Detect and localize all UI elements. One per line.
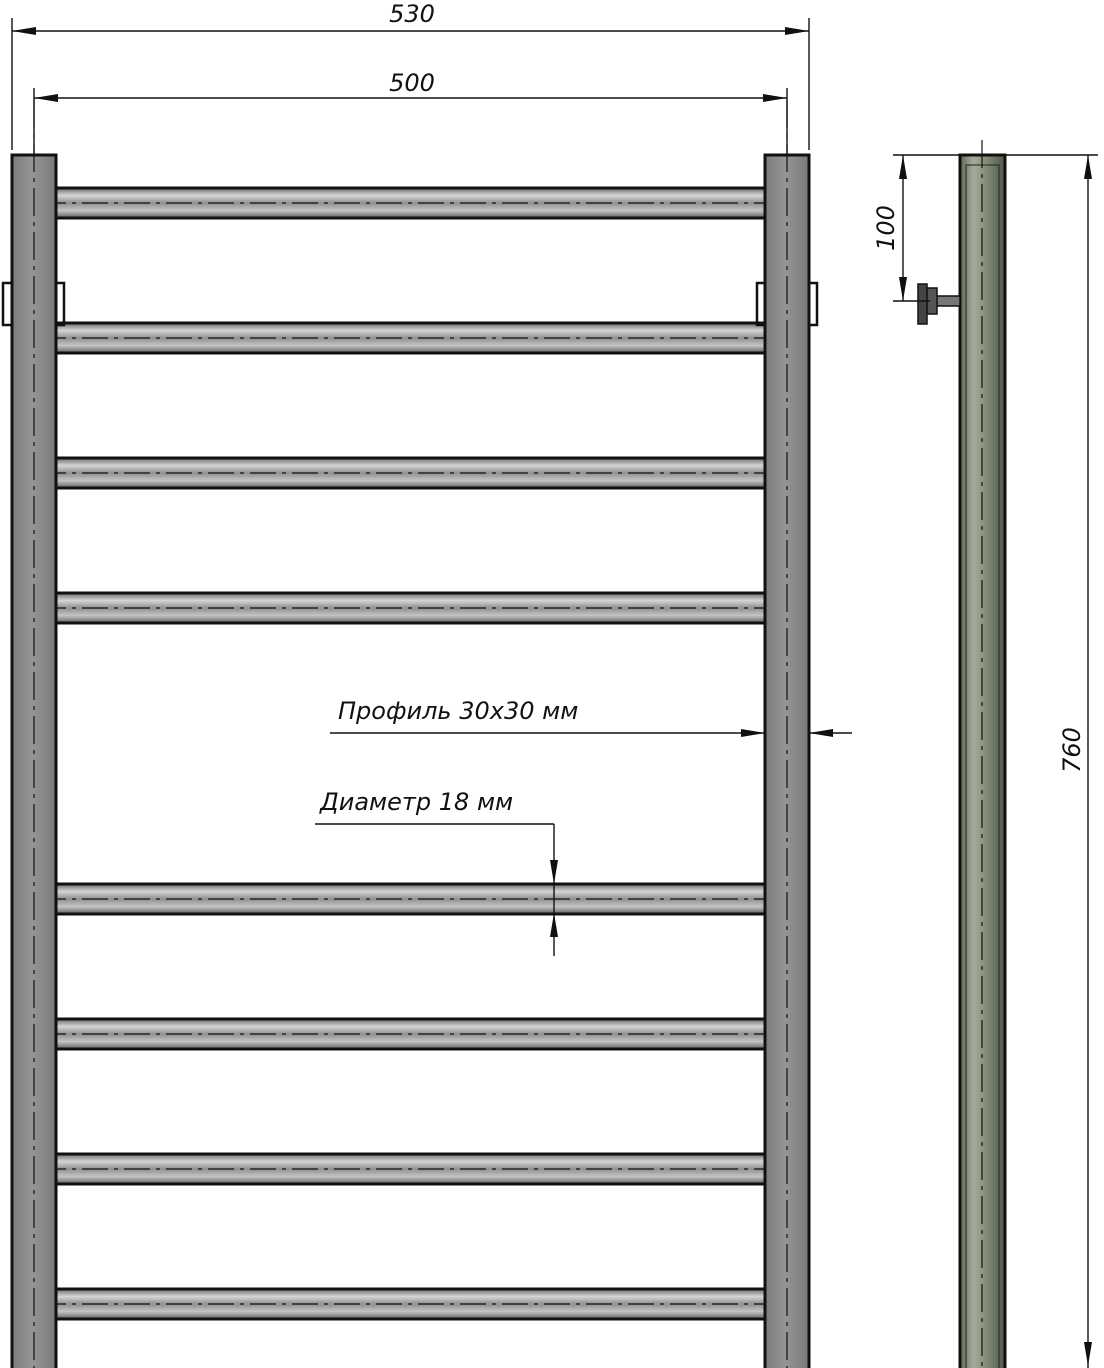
dimension-500 — [34, 88, 787, 155]
center-width-label: 500 — [389, 69, 435, 97]
wall-mount-knob — [918, 284, 960, 324]
front-view — [3, 100, 817, 1368]
bracket-offset-label: 100 — [872, 205, 900, 251]
rails-group — [40, 188, 780, 1319]
diameter-label: Диаметр 18 мм — [320, 788, 514, 816]
height-label: 760 — [1058, 727, 1086, 773]
overall-width-label: 530 — [389, 0, 435, 28]
profile-label: Профиль 30х30 мм — [338, 697, 579, 725]
side-view — [918, 140, 1005, 1368]
dimension-100 — [893, 155, 960, 301]
